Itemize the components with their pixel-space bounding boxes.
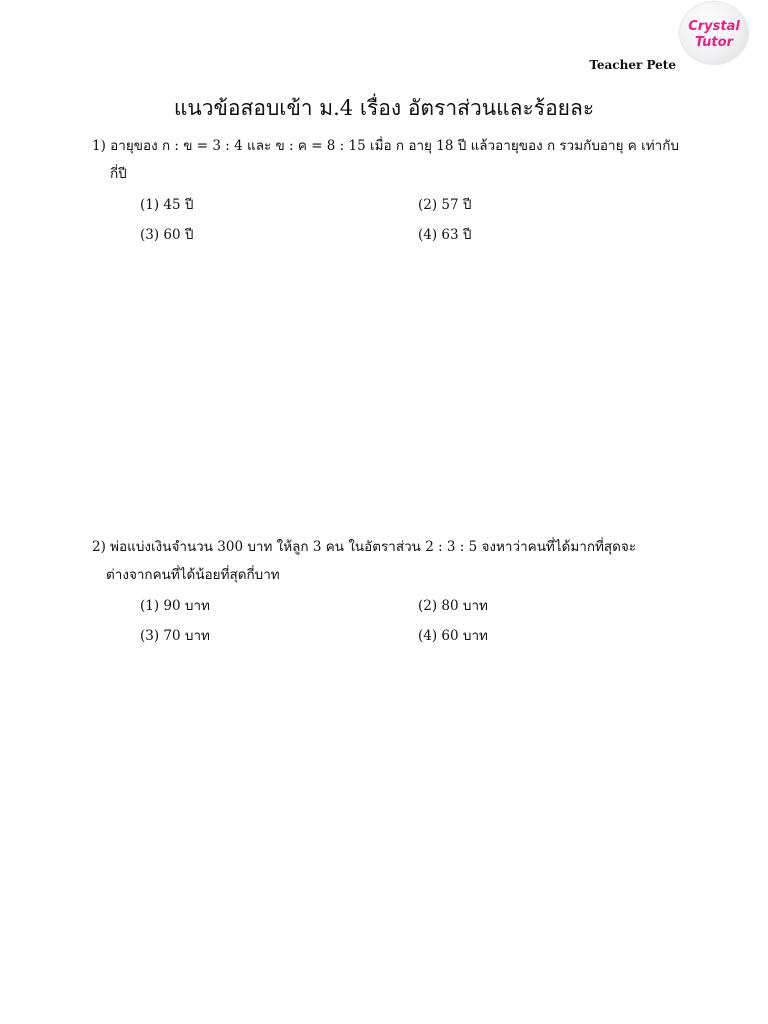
- question-2: [92, 533, 682, 589]
- logo-text-tutor: Tutor: [694, 35, 733, 50]
- question-1-option-3: (3) 60 ปี: [140, 227, 194, 243]
- teacher-name: Teacher Pete: [589, 58, 676, 72]
- question-1-line-2: กี่ปี: [110, 166, 127, 182]
- question-1: [92, 132, 682, 188]
- question-1-option-2: (2) 57 ปี: [418, 197, 472, 213]
- question-2-line-1: 2) พ่อแบ่งเงินจำนวน 300 บาท ให้ลูก 3 คน ในอัตราส่วน 2 : 3 : 5 จงหาว่าคนที่ได้มากที่สุดจะ: [92, 539, 637, 555]
- page-title: แนวข้อสอบเข้า ม.4 เรื่อง อัตราส่วนและร้อยละ: [173, 96, 595, 120]
- question-2-line-2: ต่างจากคนที่ได้น้อยที่สุดกี่บาท: [106, 567, 280, 583]
- question-2-option-4: (4) 60 บาท: [418, 628, 488, 644]
- question-1-line-1: 1) อายุของ ก : ข = 3 : 4 และ ข : ค = 8 : 15 เมื่อ ก อายุ 18 ปี แล้วอายุของ ก รวมกับอายุ ค เท่ากับ: [92, 138, 679, 154]
- crystal-tutor-logo: [680, 2, 748, 64]
- question-2-option-3: (3) 70 บาท: [140, 628, 210, 644]
- question-1-option-1: (1) 45 ปี: [140, 197, 194, 213]
- question-2-option-1: (1) 90 บาท: [140, 598, 210, 614]
- logo-text-crystal: Crystal: [688, 19, 740, 34]
- question-2-option-2: (2) 80 บาท: [418, 598, 488, 614]
- question-1-option-4: (4) 63 ปี: [418, 227, 472, 243]
